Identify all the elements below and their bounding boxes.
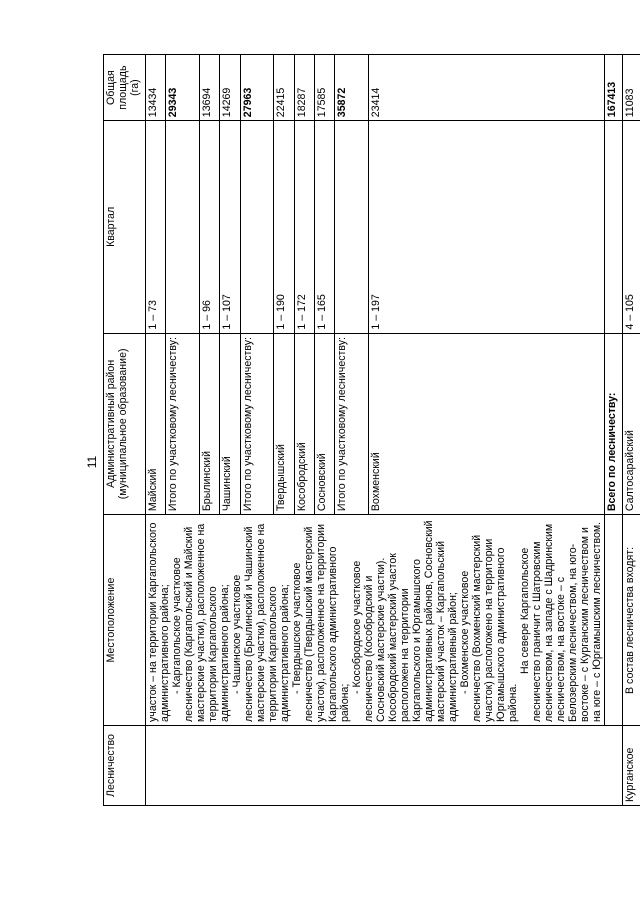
district-cell: Майский [146, 333, 166, 515]
header-quarter: Квартал [104, 121, 146, 333]
forestry-cell-empty [146, 725, 623, 805]
area-cell: 11083 [623, 55, 640, 121]
quarter-cell [335, 121, 369, 333]
district-cell: Вохменский [368, 333, 604, 515]
subtotal-area: 29343 [166, 55, 200, 121]
header-district: Административный район (муниципальное образование) [104, 333, 146, 515]
location-paragraph: На севере Каргапольское лесничество граничит с Шатровским лесничеством, на западе с Шадринским лесничеством, на востоке – с Белозерским лесничеством, на юго-востоке – с Курганским лесничеством и на юге – с Юргамышским лесничеством. [519, 521, 603, 722]
area-cell: 22415 [274, 55, 294, 121]
district-cell: Кособродский [294, 333, 314, 515]
subtotal-label: Итого по участковому лесничеству: [335, 333, 369, 515]
page-number: 11 [85, 455, 99, 469]
total-label: Всего по лесничеству: [605, 333, 623, 515]
quarter-cell: 1 – 197 [368, 121, 604, 333]
location-paragraph: - Вохменское участковое лесничество (Вохменский мастерский участок) расположено на территории Юргамышского административного района. [459, 534, 519, 722]
header-forestry: Лесничество [104, 725, 146, 805]
area-cell: 23414 [368, 55, 604, 121]
location-paragraph: - Кособродское участковое лесничество (Кособродский и Сосновский мастерские участки). Кособродский мастерский участок расположен на территории Каргапольского и Юргамышского административных районов, Сосновский мастерский участок – Каргапольский административный район; [351, 520, 459, 722]
quarter-cell: 1 – 107 [220, 121, 240, 333]
quarter-cell: 1 – 73 [146, 121, 166, 333]
forestry-name: Курганское [623, 725, 640, 805]
location-paragraph: - Твердышское участковое лесничество (Твердышский мастерский участок), расположенное на территории Каргапольского административного района; [291, 523, 351, 722]
area-cell: 13434 [146, 55, 166, 121]
quarter-cell [166, 121, 200, 333]
area-cell: 14269 [220, 55, 240, 121]
location-paragraph: - Каргапольское участковое лесничество (Каргапольский и Майский мастерские участки), расположенное на территории Каргапольского административного района; [171, 523, 231, 722]
location-paragraph: - Чашинское участковое лесничество (Брылинский и Чашинский мастерские участки), расположенное на территории Каргапольского административного района; [231, 523, 291, 722]
total-empty-cell [605, 515, 623, 726]
rotated-table-wrapper [103, 54, 636, 806]
location-paragraph: участок – на территории Каргапольского административного района; [147, 522, 171, 722]
district-cell: Твердышский [274, 333, 294, 515]
area-cell: 18287 [294, 55, 314, 121]
subtotal-label: Итого по участковому лесничеству: [166, 333, 200, 515]
area-cell: 13694 [200, 55, 220, 121]
header-location: Местоположение [104, 515, 146, 726]
forestry-table [103, 54, 640, 806]
area-cell: 17585 [314, 55, 334, 121]
district-cell: Сосновский [314, 333, 334, 515]
quarter-cell: 1 – 190 [274, 121, 294, 333]
subtotal-area: 27963 [240, 55, 274, 121]
location-cell [146, 515, 605, 726]
header-area: Общая площадь (га) [104, 55, 146, 121]
total-area: 167413 [605, 55, 623, 121]
quarter-cell: 1 – 165 [314, 121, 334, 333]
quarter-cell: 1 – 96 [200, 121, 220, 333]
district-cell: Салтосарайский [623, 333, 640, 515]
total-quarter-empty [605, 121, 623, 333]
district-cell: Брылинский [200, 333, 220, 515]
subtotal-label: Итого по участковому лесничеству: [240, 333, 274, 515]
district-cell: Чашинский [220, 333, 240, 515]
quarter-cell: 1 – 172 [294, 121, 314, 333]
quarter-cell: 4 – 105 [623, 121, 640, 333]
quarter-cell [240, 121, 274, 333]
location-cell: В состав лесничества входят: [623, 515, 640, 726]
subtotal-area: 35872 [335, 55, 369, 121]
